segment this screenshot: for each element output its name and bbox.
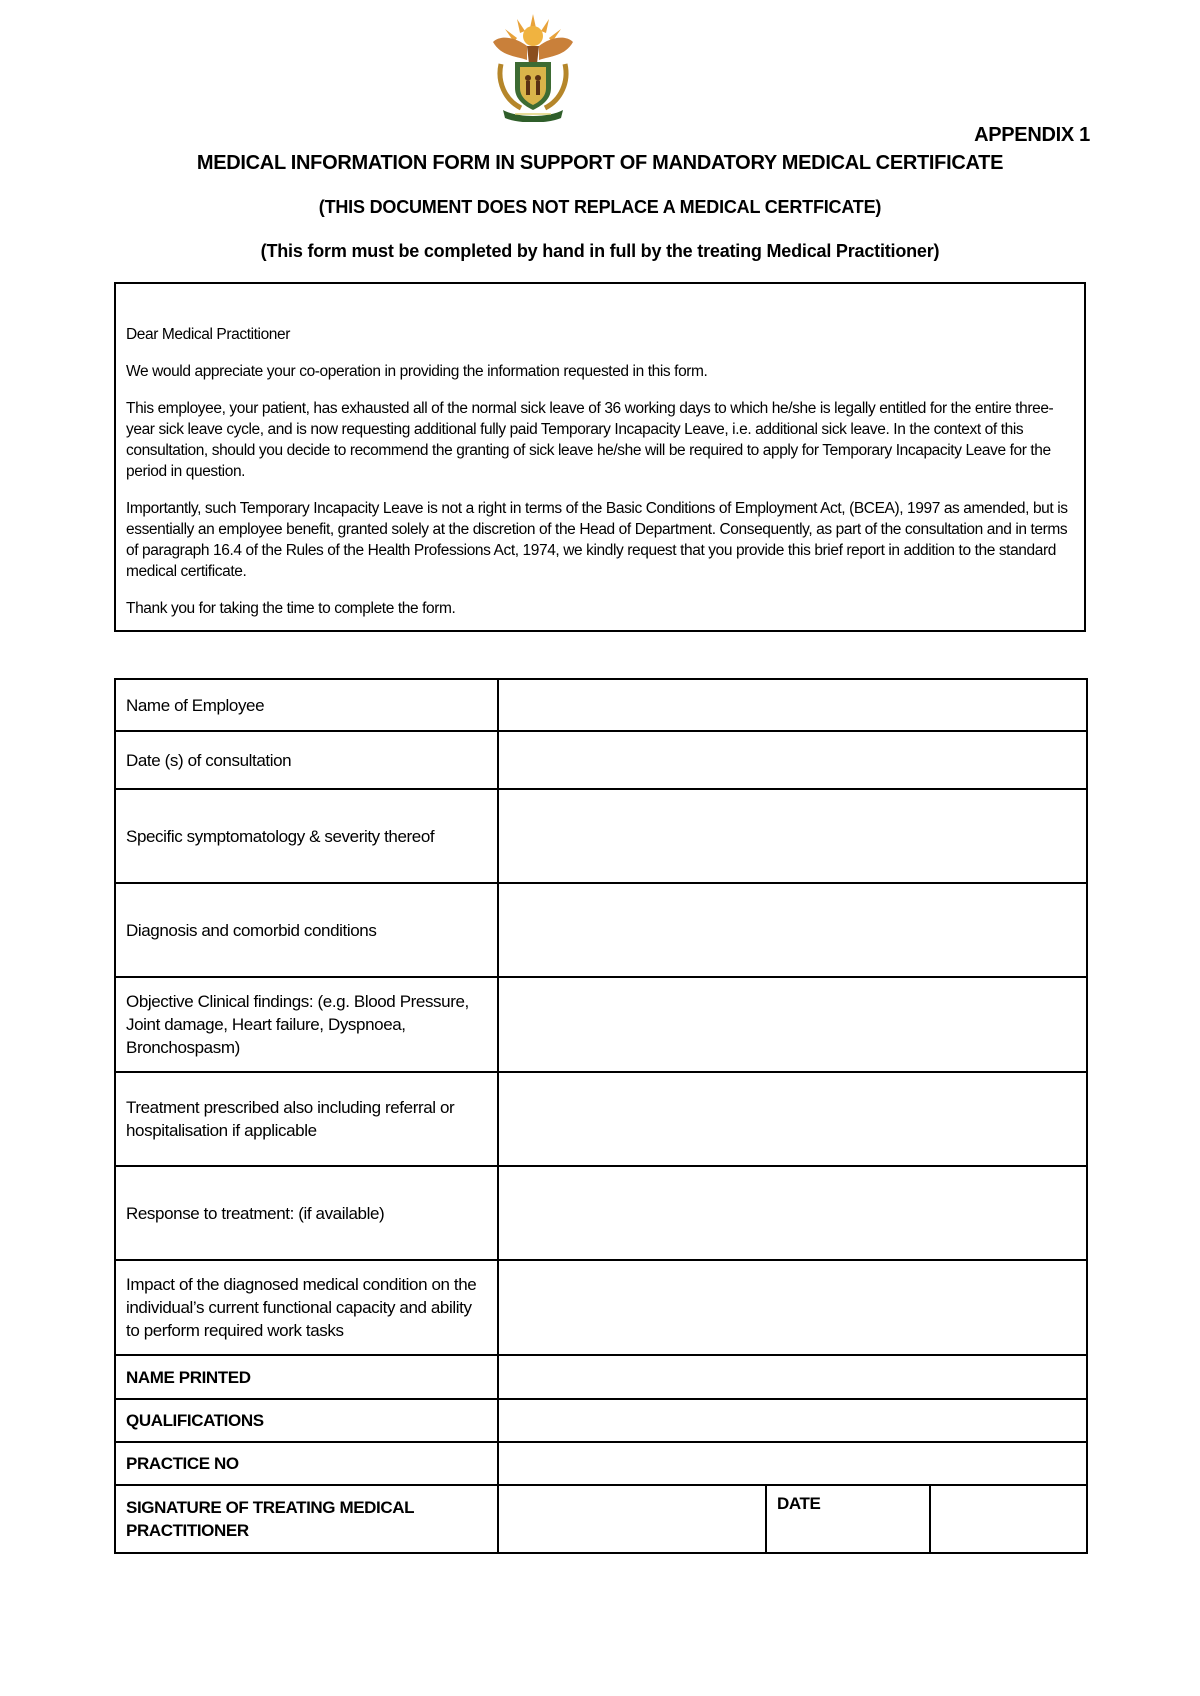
field-label: Treatment prescribed also including referral or hospitalisation if applicable xyxy=(115,1072,498,1166)
field-label: Name of Employee xyxy=(115,679,498,731)
form-row xyxy=(115,883,1087,977)
name-of-employee-field[interactable] xyxy=(498,679,1087,731)
form-row xyxy=(115,679,1087,731)
field-label: Response to treatment: (if available) xyxy=(115,1166,498,1260)
form-title: MEDICAL INFORMATION FORM IN SUPPORT OF MANDATORY MEDICAL CERTIFICATE xyxy=(196,152,1004,174)
date-label: DATE xyxy=(766,1485,930,1553)
letter-paragraph: We would appreciate your co-operation in providing the information requested in this form. xyxy=(126,363,708,380)
medical-info-form xyxy=(114,678,1088,1554)
form-row xyxy=(115,1260,1087,1355)
letter-closing: Thank you for taking the time to complete the form. xyxy=(126,600,456,617)
form-row xyxy=(115,1166,1087,1260)
practice-no-field[interactable] xyxy=(498,1442,1087,1485)
form-row xyxy=(115,731,1087,789)
name-printed-field[interactable] xyxy=(498,1355,1087,1399)
field-label: PRACTICE NO xyxy=(115,1442,498,1485)
appendix-label: APPENDIX 1 xyxy=(974,124,1090,146)
response-field[interactable] xyxy=(498,1166,1087,1260)
field-label: Diagnosis and comorbid conditions xyxy=(115,883,498,977)
qualifications-field[interactable] xyxy=(498,1399,1087,1442)
form-row xyxy=(115,789,1087,883)
date-of-consultation-field[interactable] xyxy=(498,731,1087,789)
field-label: NAME PRINTED xyxy=(115,1355,498,1399)
treatment-field[interactable] xyxy=(498,1072,1087,1166)
field-label: Specific symptomatology & severity thereof xyxy=(115,789,498,883)
diagnosis-field[interactable] xyxy=(498,883,1087,977)
form-row xyxy=(115,1442,1087,1485)
field-label: QUALIFICATIONS xyxy=(115,1399,498,1442)
letter-paragraph: Importantly, such Temporary Incapacity Leave is not a right in terms of the Basic Conditions of Employment Act, (BCEA), 1997 as amended, but is essentially an employee benefit, granted solely at the discretion of the Head of Department. Consequently, as part of the consultation and in terms of paragraph 16.4 of the Rules of the Health Professions Act, 1974, we kindly request that you provide this brief report in addition to the standard medical certificate. xyxy=(126,500,1068,580)
letter-paragraph: This employee, your patient, has exhausted all of the normal sick leave of 36 working days to which he/she is legally entitled for the entire three-year sick leave cycle, and is now requesting additional fully paid Temporary Incapacity Leave, i.e. additional sick leave. In the context of this consultation, should you decide to recommend the granting of sick leave he/she will be required to apply for Temporary Incapacity Leave for the period in question. xyxy=(126,400,1054,480)
form-row xyxy=(115,1355,1087,1399)
form-row xyxy=(115,1399,1087,1442)
coat-of-arms-icon xyxy=(487,12,579,122)
letter-salutation: Dear Medical Practitioner xyxy=(126,326,291,343)
impact-field[interactable] xyxy=(498,1260,1087,1355)
cover-letter xyxy=(114,282,1086,632)
field-label: Date (s) of consultation xyxy=(115,731,498,789)
field-label: Impact of the diagnosed medical condition on the individual’s current functional capacity and ability to perform required work tasks xyxy=(115,1260,498,1355)
form-row xyxy=(115,1485,1087,1553)
symptomatology-field[interactable] xyxy=(498,789,1087,883)
form-instruction: (This form must be completed by hand in full by the treating Medical Practitioner) xyxy=(260,241,940,261)
signature-field[interactable] xyxy=(498,1485,766,1553)
form-subtitle: (THIS DOCUMENT DOES NOT REPLACE A MEDICAL CERTFICATE) xyxy=(318,197,882,217)
date-field[interactable] xyxy=(930,1485,1087,1553)
form-row xyxy=(115,1072,1087,1166)
form-row xyxy=(115,977,1087,1072)
field-label: Objective Clinical findings: (e.g. Blood Pressure, Joint damage, Heart failure, Dyspnoea, Bronchospasm) xyxy=(115,977,498,1072)
field-label: SIGNATURE OF TREATING MEDICAL PRACTITIONER xyxy=(115,1485,498,1553)
clinical-findings-field[interactable] xyxy=(498,977,1087,1072)
